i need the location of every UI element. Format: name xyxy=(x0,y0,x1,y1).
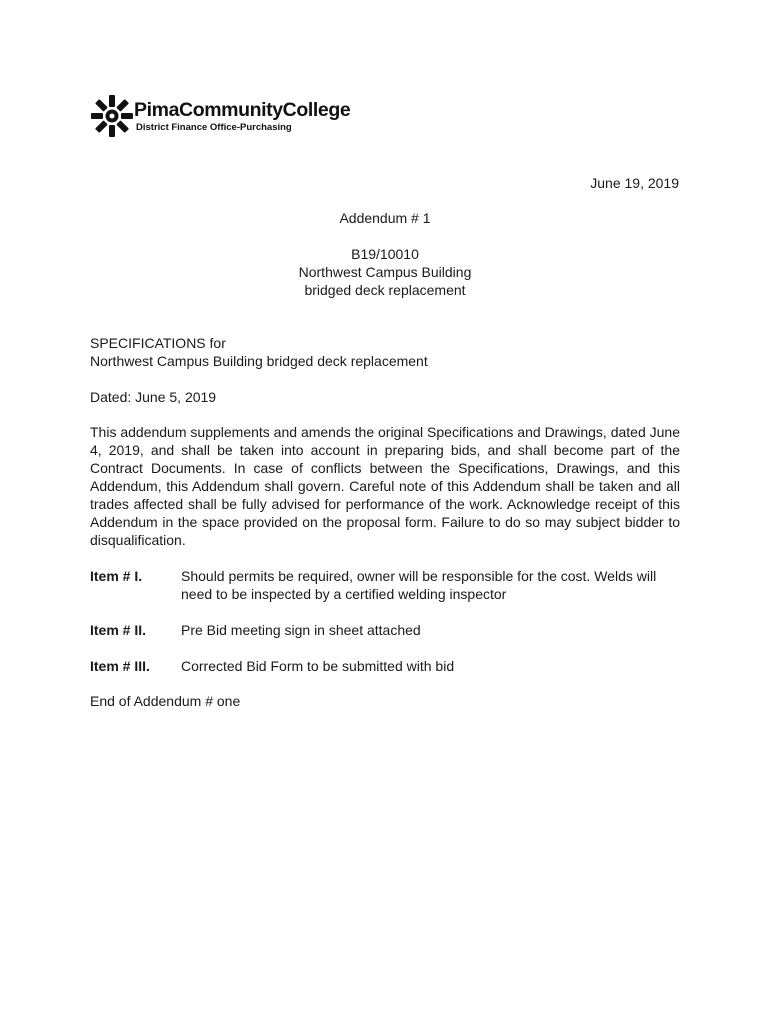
bid-title-line2: bridged deck replacement xyxy=(304,282,466,298)
letterhead-logo xyxy=(90,94,390,142)
list-item xyxy=(90,621,690,639)
bid-number: B19/10010 xyxy=(351,246,419,262)
item-text: Pre Bid meeting sign in sheet attached xyxy=(181,622,421,638)
bid-title-line1: Northwest Campus Building xyxy=(298,264,472,280)
letter-date: June 19, 2019 xyxy=(590,175,679,191)
specifications-heading: SPECIFICATIONS for xyxy=(90,335,226,351)
list-item xyxy=(90,567,690,603)
item-label: Item # III. xyxy=(90,658,150,674)
list-item xyxy=(90,657,690,675)
body-paragraph: This addendum supplements and amends the original Specifications and Drawings, dated June 4, 2019, and shall be taken into account in preparing bids, and shall become part of the Contract Documents. In case of conflicts between the Specifications, Drawings, and this Addendum, this Addendum shall govern. Careful note of this Addendum shall be taken and all trades affected shall be fully advised for performance of the work. Acknowledge receipt of this Addendum in the space provided on the proposal form. Failure to do so may subject bidder to disqualification. xyxy=(90,424,680,548)
closing-line: End of Addendum # one xyxy=(90,693,241,709)
item-text: Should permits be required, owner will be responsible for the cost. Welds will need to be inspected by a certified welding inspector xyxy=(181,568,657,602)
dated-line: Dated: June 5, 2019 xyxy=(90,389,217,405)
addendum-title: Addendum # 1 xyxy=(339,210,431,226)
specifications-project: Northwest Campus Building bridged deck replacement xyxy=(90,353,428,369)
item-text: Corrected Bid Form to be submitted with bid xyxy=(181,658,455,674)
pima-college-sun-logo-icon xyxy=(90,94,134,138)
department-name: District Finance Office-Purchasing xyxy=(136,122,292,133)
college-name: PimaCommunityCollege xyxy=(134,99,351,121)
item-label: Item # I. xyxy=(90,568,143,584)
item-label: Item # II. xyxy=(90,622,147,638)
